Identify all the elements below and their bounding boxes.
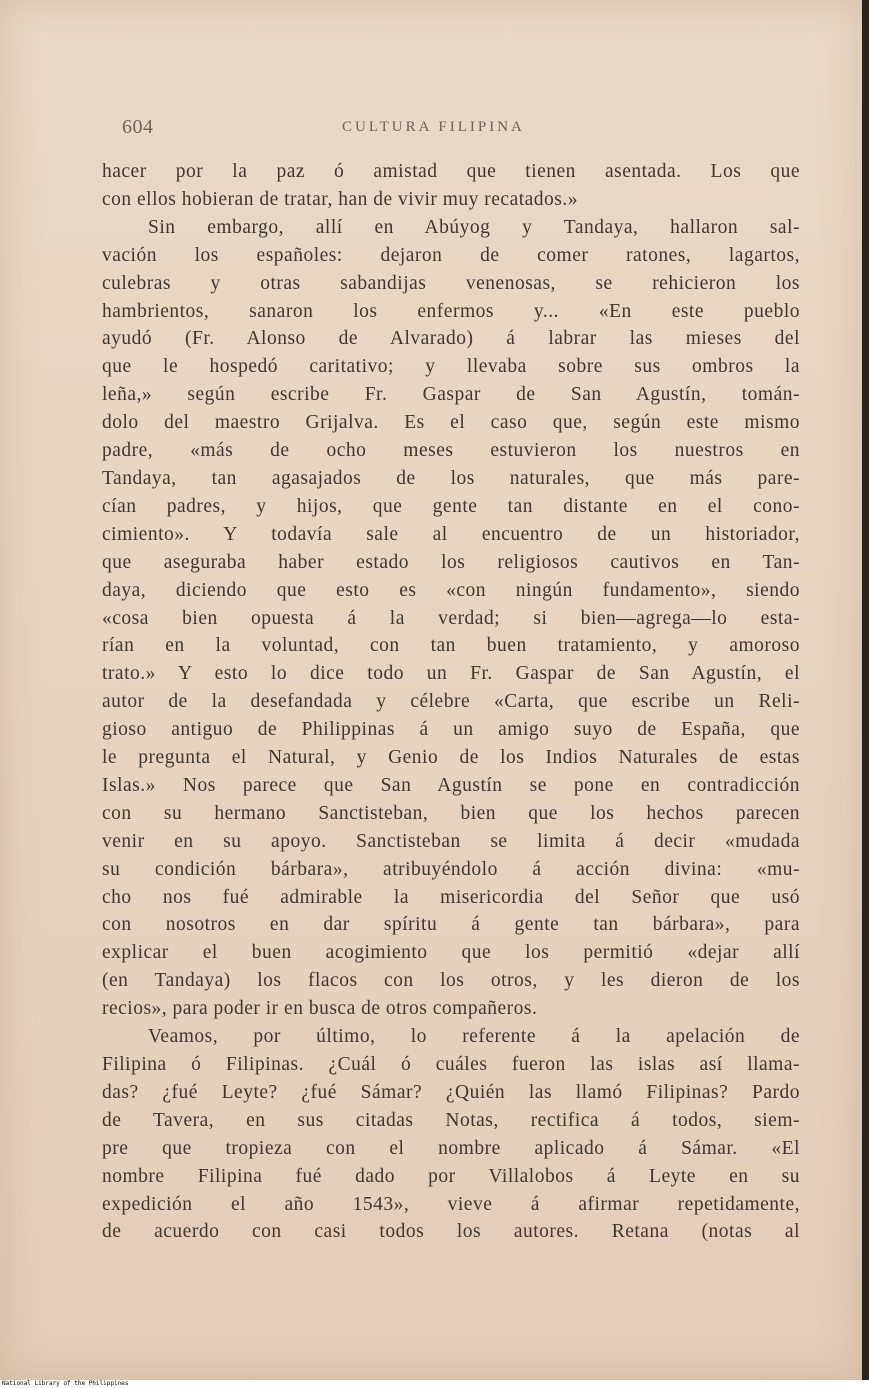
text-line: de acuerdo con casi todos los autores. Retana (notas al [102,1221,800,1243]
text-line: recios», para poder ir en busca de otros compañeros. [102,998,538,1020]
page-number: 604 [122,116,154,138]
text-line: que le hospedó caritativo; y llevaba sobre sus ombros la [102,356,800,378]
text-line: «cosa bien opuesta á la verdad; si bien—agrega—lo esta- [102,607,800,629]
text-line: con nosotros en dar spíritu á gente tan bárbara», para [102,914,800,936]
text-line: das? ¿fué Leyte? ¿fué Sámar? ¿Quién las llamó Filipinas? Pardo [102,1081,800,1103]
text-line: cho nos fué admirable la misericordia del Señor que usó [102,886,800,908]
text-line: leña,» según escribe Fr. Gaspar de San Agustín, tomán- [102,384,800,406]
text-line: ayudó (Fr. Alonso de Alvarado) á labrar las mieses del [102,328,800,350]
text-line: su condición bárbara», atribuyéndolo á acción divina: «mu- [102,858,800,880]
text-line: expedición el año 1543», vieve á afirmar repetidamente, [102,1193,800,1215]
text-line: rían en la voluntad, con tan buen tratamiento, y amoroso [102,635,800,657]
text-line: (en Tandaya) los flacos con los otros, y les dieron de los [102,970,800,992]
page-header [122,116,802,146]
text-line: explicar el buen acogimiento que los permitió «dejar allí [102,942,800,964]
text-line: vación los españoles: dejaron de comer ratones, lagartos, [102,244,800,266]
text-line: Sin embargo, allí en Abúyog y Tandaya, hallaron sal- [148,216,800,238]
text-line: pre que tropieza con el nombre aplicado á Sámar. «El [102,1137,800,1159]
running-title: CULTURA FILIPINA [342,119,525,135]
text-line: padre, «más de ocho meses estuvieron los nuestros en [102,440,800,462]
body-text [102,158,800,1246]
text-line: de Tavera, en sus citadas Notas, rectifica á todos, siem- [102,1109,800,1131]
text-line: Veamos, por último, lo referente á la apelación de [148,1026,800,1048]
text-line: trato.» Y esto lo dice todo un Fr. Gaspar de San Agustín, el [102,663,800,685]
text-line: hambrientos, sanaron los enfermos y... «En este pueblo [102,300,800,322]
text-line: le pregunta el Natural, y Genio de los Indios Naturales de estas [102,747,800,769]
text-line: Islas.» Nos parece que San Agustín se pone en contradicción [102,774,800,796]
text-line: con ellos hobieran de tratar, han de vivir muy recatados.» [102,188,579,210]
text-line: gioso antiguo de Philippinas á un amigo suyo de España, que [102,719,800,741]
text-line: autor de la desefandada y célebre «Carta, que escribe un Reli- [102,691,800,713]
text-line: con su hermano Sanctisteban, bien que los hechos parecen [102,802,800,824]
scan-edge [862,0,869,1380]
text-line: Filipina ó Filipinas. ¿Cuál ó cuáles fueron las islas así llama- [102,1054,800,1075]
text-line: hacer por la paz ó amistad que tienen asentada. Los que [102,161,800,182]
text-line: cían padres, y hijos, que gente tan distante en el cono- [102,495,800,517]
text-line: que aseguraba haber estado los religiosos cautivos en Tan- [102,551,800,573]
text-line: daya, diciendo que esto es «con ningún fundamento», siendo [102,579,800,601]
library-credit: National Library of the Philippines [2,1380,129,1387]
text-line: culebras y otras sabandijas venenosas, se rehicieron los [102,272,800,294]
text-line: cimiento». Y todavía sale al encuentro de un historiador, [102,523,800,545]
text-line: dolo del maestro Grijalva. Es el caso que, según este mismo [102,412,800,434]
scan-footer [0,1380,869,1388]
text-line: nombre Filipina fué dado por Villalobos á Leyte en su [102,1165,800,1187]
text-line: Tandaya, tan agasajados de los naturales, que más pare- [102,467,800,489]
text-line: venir en su apoyo. Sanctisteban se limita á decir «mudada [102,830,800,852]
